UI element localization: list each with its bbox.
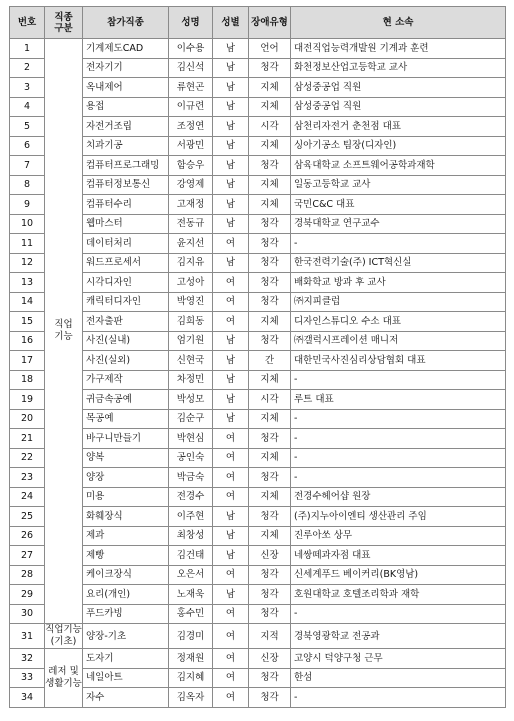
header-skill: 참가직종: [83, 7, 169, 39]
gender: 남: [213, 390, 249, 410]
skill-name: 시각디자인: [83, 273, 169, 293]
affiliation: -: [291, 468, 506, 488]
header-name: 성명: [169, 7, 213, 39]
disability-type: 지체: [249, 370, 291, 390]
disability-type: 지체: [249, 487, 291, 507]
participant-name: 김순구: [169, 409, 213, 429]
table-row: [10, 370, 506, 390]
disability-type: 지체: [249, 175, 291, 195]
table-row: [10, 195, 506, 215]
table-row: [10, 234, 506, 254]
affiliation: -: [291, 370, 506, 390]
row-number: 24: [10, 487, 45, 507]
affiliation: -: [291, 409, 506, 429]
gender: 여: [213, 273, 249, 293]
participant-name: 김지혜: [169, 668, 213, 688]
row-number: 3: [10, 78, 45, 98]
gender: 여: [213, 468, 249, 488]
participants-table: [9, 6, 506, 708]
table-row: [10, 487, 506, 507]
table-row: [10, 78, 506, 98]
row-number: 29: [10, 585, 45, 605]
table-row: [10, 273, 506, 293]
participant-name: 김지유: [169, 253, 213, 273]
skill-name: 양장-기초: [83, 624, 169, 649]
row-number: 18: [10, 370, 45, 390]
table-row: [10, 312, 506, 332]
skill-name: 화훼장식: [83, 507, 169, 527]
row-number: 17: [10, 351, 45, 371]
gender: 남: [213, 351, 249, 371]
gender: 여: [213, 234, 249, 254]
participant-name: 홍수민: [169, 604, 213, 624]
gender: 남: [213, 117, 249, 137]
table-row: [10, 585, 506, 605]
disability-type: 지적: [249, 624, 291, 649]
participant-name: 노재욱: [169, 585, 213, 605]
gender: 남: [213, 370, 249, 390]
row-number: 13: [10, 273, 45, 293]
disability-type: 청각: [249, 468, 291, 488]
row-number: 6: [10, 136, 45, 156]
gender: 여: [213, 604, 249, 624]
participant-name: 서광민: [169, 136, 213, 156]
skill-name: 요리(개인): [83, 585, 169, 605]
disability-type: 지체: [249, 97, 291, 117]
disability-type: 지체: [249, 409, 291, 429]
skill-name: 양장: [83, 468, 169, 488]
skill-name: 사진(실내): [83, 331, 169, 351]
disability-type: 신장: [249, 546, 291, 566]
disability-type: 청각: [249, 214, 291, 234]
disability-type: 지체: [249, 195, 291, 215]
skill-name: 전자출판: [83, 312, 169, 332]
gender: 남: [213, 39, 249, 59]
gender: 남: [213, 214, 249, 234]
gender: 남: [213, 526, 249, 546]
row-number: 8: [10, 175, 45, 195]
participant-name: 엄기원: [169, 331, 213, 351]
row-number: 5: [10, 117, 45, 137]
table-row: [10, 58, 506, 78]
skill-name: 제빵: [83, 546, 169, 566]
gender: 남: [213, 253, 249, 273]
table-row: [10, 331, 506, 351]
gender: 남: [213, 195, 249, 215]
skill-name: 웹마스터: [83, 214, 169, 234]
table-row: [10, 292, 506, 312]
disability-type: 청각: [249, 688, 291, 708]
gender: 여: [213, 668, 249, 688]
skill-name: 바구니만들기: [83, 429, 169, 449]
disability-type: 청각: [249, 585, 291, 605]
participant-name: 박영진: [169, 292, 213, 312]
row-number: 32: [10, 649, 45, 669]
skill-name: 제과: [83, 526, 169, 546]
table-row: [10, 253, 506, 273]
gender: 남: [213, 58, 249, 78]
disability-type: 지체: [249, 526, 291, 546]
gender: 여: [213, 649, 249, 669]
row-number: 34: [10, 688, 45, 708]
affiliation: 루트 대표: [291, 390, 506, 410]
disability-type: 청각: [249, 565, 291, 585]
participant-name: 김경미: [169, 624, 213, 649]
table-row: [10, 409, 506, 429]
row-number: 27: [10, 546, 45, 566]
participant-name: 정재원: [169, 649, 213, 669]
affiliation: -: [291, 234, 506, 254]
row-number: 21: [10, 429, 45, 449]
disability-type: 지체: [249, 312, 291, 332]
row-number: 28: [10, 565, 45, 585]
row-number: 9: [10, 195, 45, 215]
row-number: 30: [10, 604, 45, 624]
affiliation: 신세계푸드 베이커리(BK영남): [291, 565, 506, 585]
table-row: [10, 565, 506, 585]
skill-name: 미용: [83, 487, 169, 507]
affiliation: ㈜지피클럽: [291, 292, 506, 312]
affiliation: 고양시 덕양구청 근무: [291, 649, 506, 669]
affiliation: -: [291, 604, 506, 624]
disability-type: 시각: [249, 117, 291, 137]
disability-type: 지체: [249, 78, 291, 98]
table-row: [10, 214, 506, 234]
row-number: 26: [10, 526, 45, 546]
disability-type: 지체: [249, 136, 291, 156]
table-row: [10, 668, 506, 688]
participant-name: 김건태: [169, 546, 213, 566]
affiliation: 전경수헤어샵 원장: [291, 487, 506, 507]
gender: 여: [213, 487, 249, 507]
table-row: [10, 448, 506, 468]
row-number: 7: [10, 156, 45, 176]
affiliation: 경북대학교 연구교수: [291, 214, 506, 234]
skill-name: 워드프로세서: [83, 253, 169, 273]
table-row: [10, 624, 506, 649]
affiliation: 경북영광학교 전공과: [291, 624, 506, 649]
participant-name: 차정민: [169, 370, 213, 390]
row-number: 12: [10, 253, 45, 273]
table-row: [10, 688, 506, 708]
table-row: [10, 175, 506, 195]
category-label: 직업 기능: [54, 319, 73, 342]
affiliation: ㈜갤럭시프레이션 매니저: [291, 331, 506, 351]
disability-type: 청각: [249, 58, 291, 78]
gender: 남: [213, 97, 249, 117]
disability-type: 청각: [249, 429, 291, 449]
table-row: [10, 507, 506, 527]
gender: 남: [213, 585, 249, 605]
disability-type: 청각: [249, 604, 291, 624]
skill-name: 데이터처리: [83, 234, 169, 254]
skill-name: 귀금속공예: [83, 390, 169, 410]
affiliation: 대한민국사진심리상담협회 대표: [291, 351, 506, 371]
participant-name: 공인숙: [169, 448, 213, 468]
header-disability: 장애유형: [249, 7, 291, 39]
affiliation: 진루아쏘 상무: [291, 526, 506, 546]
participant-name: 박금숙: [169, 468, 213, 488]
affiliation: 싱아기공소 팀장(디자인): [291, 136, 506, 156]
table-row: [10, 429, 506, 449]
gender: 여: [213, 565, 249, 585]
skill-name: 푸드카빙: [83, 604, 169, 624]
skill-name: 컴퓨터수리: [83, 195, 169, 215]
header-category-label: 직종 구분: [54, 11, 73, 34]
affiliation: 배화학교 방과 후 교사: [291, 273, 506, 293]
participant-name: 최창성: [169, 526, 213, 546]
table-row: [10, 526, 506, 546]
skill-name: 도자기: [83, 649, 169, 669]
table-row: [10, 351, 506, 371]
row-number: 20: [10, 409, 45, 429]
category-label: 직업기능 (기초): [45, 624, 82, 647]
gender: 여: [213, 292, 249, 312]
gender: 남: [213, 78, 249, 98]
participant-name: 박현심: [169, 429, 213, 449]
affiliation: 삼육대학교 소프트웨어공학과재학: [291, 156, 506, 176]
disability-type: 시각: [249, 390, 291, 410]
skill-name: 용접: [83, 97, 169, 117]
skill-name: 컴퓨터프로그래밍: [83, 156, 169, 176]
gender: 여: [213, 688, 249, 708]
participant-name: 신현국: [169, 351, 213, 371]
skill-name: 캐릭터디자인: [83, 292, 169, 312]
disability-type: 청각: [249, 156, 291, 176]
participant-name: 고성아: [169, 273, 213, 293]
gender: 남: [213, 175, 249, 195]
gender: 남: [213, 546, 249, 566]
header-affiliation: 현 소속: [291, 7, 506, 39]
participant-name: 김옥자: [169, 688, 213, 708]
participant-name: 이규련: [169, 97, 213, 117]
table-row: [10, 390, 506, 410]
disability-type: 청각: [249, 668, 291, 688]
affiliation: -: [291, 688, 506, 708]
header-number: 번호: [10, 7, 45, 39]
affiliation: 삼천리자전거 춘천점 대표: [291, 117, 506, 137]
row-number: 1: [10, 39, 45, 59]
participant-name: 이주현: [169, 507, 213, 527]
table-row: [10, 649, 506, 669]
gender: 여: [213, 448, 249, 468]
disability-type: 청각: [249, 331, 291, 351]
row-number: 33: [10, 668, 45, 688]
gender: 남: [213, 331, 249, 351]
skill-name: 옥내제어: [83, 78, 169, 98]
affiliation: -: [291, 429, 506, 449]
row-number: 23: [10, 468, 45, 488]
participant-name: 전동규: [169, 214, 213, 234]
gender: 여: [213, 312, 249, 332]
affiliation: 디자인스튜디오 수소 대표: [291, 312, 506, 332]
row-number: 10: [10, 214, 45, 234]
row-number: 4: [10, 97, 45, 117]
disability-type: 언어: [249, 39, 291, 59]
participant-name: 전경수: [169, 487, 213, 507]
affiliation: 일동고등학교 교사: [291, 175, 506, 195]
affiliation: 삼성중공업 직원: [291, 97, 506, 117]
skill-name: 기계제도CAD: [83, 39, 169, 59]
row-number: 22: [10, 448, 45, 468]
affiliation: 네쌍떼과자점 대표: [291, 546, 506, 566]
disability-type: 청각: [249, 273, 291, 293]
skill-name: 전자기기: [83, 58, 169, 78]
row-number: 16: [10, 331, 45, 351]
participant-name: 윤지선: [169, 234, 213, 254]
disability-type: 신장: [249, 649, 291, 669]
participant-name: 조정연: [169, 117, 213, 137]
disability-type: 간: [249, 351, 291, 371]
row-number: 19: [10, 390, 45, 410]
disability-type: 청각: [249, 507, 291, 527]
gender: 남: [213, 507, 249, 527]
participant-name: 강영제: [169, 175, 213, 195]
participant-name: 류현곤: [169, 78, 213, 98]
row-number: 31: [10, 624, 45, 649]
disability-type: 청각: [249, 234, 291, 254]
gender: 남: [213, 156, 249, 176]
row-number: 2: [10, 58, 45, 78]
participant-name: 이수용: [169, 39, 213, 59]
header-row: [10, 7, 506, 39]
affiliation: 국민C&C 대표: [291, 195, 506, 215]
table-row: [10, 97, 506, 117]
skill-name: 치과기공: [83, 136, 169, 156]
category-group: [45, 39, 83, 624]
row-number: 14: [10, 292, 45, 312]
disability-type: 청각: [249, 253, 291, 273]
gender: 여: [213, 429, 249, 449]
affiliation: 대전직업능력개발원 기계과 훈련: [291, 39, 506, 59]
participant-name: 오은서: [169, 565, 213, 585]
skill-name: 양복: [83, 448, 169, 468]
participant-name: 김신석: [169, 58, 213, 78]
disability-type: 청각: [249, 292, 291, 312]
participant-name: 박성모: [169, 390, 213, 410]
skill-name: 목공예: [83, 409, 169, 429]
row-number: 15: [10, 312, 45, 332]
skill-name: 자수: [83, 688, 169, 708]
affiliation: 한섬: [291, 668, 506, 688]
category-group: [45, 649, 83, 708]
participant-name: 고재정: [169, 195, 213, 215]
participant-name: 함승우: [169, 156, 213, 176]
row-number: 11: [10, 234, 45, 254]
category-group: [45, 624, 83, 649]
participant-name: 김희동: [169, 312, 213, 332]
table-row: [10, 468, 506, 488]
category-label: 레저 및 생활기능: [45, 665, 82, 689]
affiliation: 화천정보산업고등학교 교사: [291, 58, 506, 78]
table-row: [10, 604, 506, 624]
table-row: [10, 136, 506, 156]
skill-name: 컴퓨터정보통신: [83, 175, 169, 195]
affiliation: 호원대학교 호텔조리학과 재학: [291, 585, 506, 605]
affiliation: (주)지누아이엔티 생산관리 주임: [291, 507, 506, 527]
gender: 남: [213, 136, 249, 156]
skill-name: 가구제작: [83, 370, 169, 390]
affiliation: 한국전력기술(주) ICT혁신실: [291, 253, 506, 273]
header-gender: 성별: [213, 7, 249, 39]
skill-name: 네일아트: [83, 668, 169, 688]
table-row: [10, 156, 506, 176]
gender: 여: [213, 624, 249, 649]
table-row: [10, 39, 506, 59]
row-number: 25: [10, 507, 45, 527]
skill-name: 케이크장식: [83, 565, 169, 585]
affiliation: -: [291, 448, 506, 468]
header-category: [45, 7, 83, 39]
disability-type: 지체: [249, 448, 291, 468]
table-row: [10, 546, 506, 566]
skill-name: 자전거조립: [83, 117, 169, 137]
table-row: [10, 117, 506, 137]
gender: 남: [213, 409, 249, 429]
affiliation: 삼성중공업 직원: [291, 78, 506, 98]
skill-name: 사진(실외): [83, 351, 169, 371]
